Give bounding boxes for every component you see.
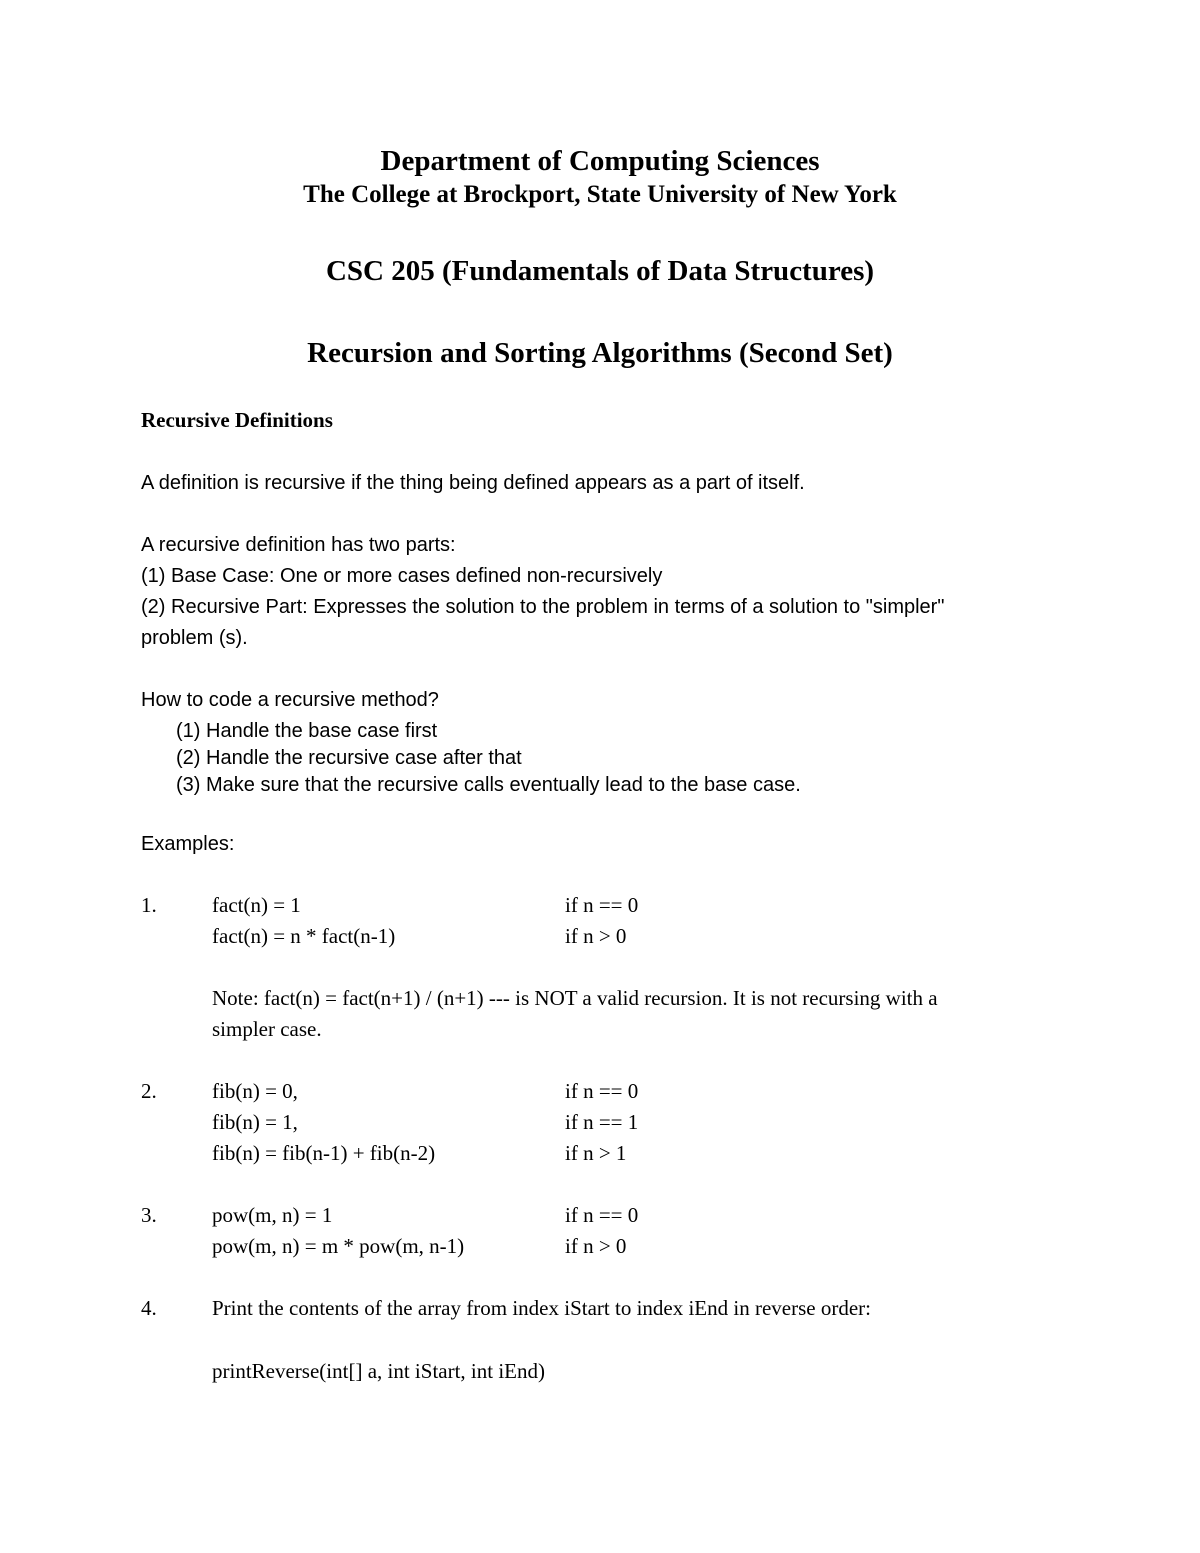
- step-3: (3) Make sure that the recursive calls eventually lead to the base case.: [176, 774, 801, 796]
- example-3-expr-1: pow(m, n) = 1: [212, 1203, 333, 1227]
- example-1-expr-2: fact(n) = n * fact(n-1): [212, 924, 396, 948]
- example-1-note-line2: simpler case.: [212, 1017, 322, 1041]
- part-recursive-line1: (2) Recursive Part: Expresses the solution to the problem in terms of a solution to "simpler": [141, 596, 945, 618]
- topic-title: Recursion and Sorting Algorithms (Second Set): [307, 337, 893, 369]
- step-1: (1) Handle the base case first: [176, 720, 438, 742]
- example-2-cond-1: if n == 0: [565, 1079, 639, 1103]
- example-4-text: Print the contents of the array from index iStart to index iEnd in reverse order:: [212, 1296, 871, 1320]
- example-3-cond-2: if n > 0: [565, 1234, 627, 1258]
- example-number-4: 4.: [141, 1296, 157, 1320]
- step-2: (2) Handle the recursive case after that: [176, 747, 522, 769]
- example-2-cond-3: if n > 1: [565, 1141, 627, 1165]
- examples-label: Examples:: [141, 833, 235, 855]
- example-3-expr-2: pow(m, n) = m * pow(m, n-1): [212, 1234, 465, 1258]
- example-2-expr-2: fib(n) = 1,: [212, 1110, 298, 1134]
- example-3-cond-1: if n == 0: [565, 1203, 639, 1227]
- example-1-expr-1: fact(n) = 1: [212, 893, 301, 917]
- example-number-2: 2.: [141, 1079, 157, 1103]
- how-to-question: How to code a recursive method?: [141, 689, 439, 711]
- part-base-case: (1) Base Case: One or more cases defined non-recursively: [141, 565, 663, 587]
- example-2-expr-1: fib(n) = 0,: [212, 1079, 298, 1103]
- college-subtitle: The College at Brockport, State University of New York: [303, 181, 897, 208]
- example-2-expr-3: fib(n) = fib(n-1) + fib(n-2): [212, 1141, 436, 1165]
- definition-text: A definition is recursive if the thing being defined appears as a part of itself.: [141, 472, 805, 494]
- section-heading: Recursive Definitions: [141, 408, 333, 432]
- example-number-3: 3.: [141, 1203, 157, 1227]
- example-1-cond-2: if n > 0: [565, 924, 627, 948]
- example-1-cond-1: if n == 0: [565, 893, 639, 917]
- parts-intro: A recursive definition has two parts:: [141, 534, 456, 556]
- example-1-note-line1: Note: fact(n) = fact(n+1) / (n+1) --- is NOT a valid recursion. It is not recursing with a: [212, 986, 938, 1010]
- course-title: CSC 205 (Fundamentals of Data Structures): [325, 255, 875, 287]
- example-2-cond-2: if n == 1: [565, 1110, 639, 1134]
- example-4-signature: printReverse(int[] a, int iStart, int iEnd): [212, 1359, 546, 1383]
- department-title: Department of Computing Sciences: [380, 145, 820, 177]
- example-number-1: 1.: [141, 893, 157, 917]
- part-recursive-line2: problem (s).: [141, 627, 248, 649]
